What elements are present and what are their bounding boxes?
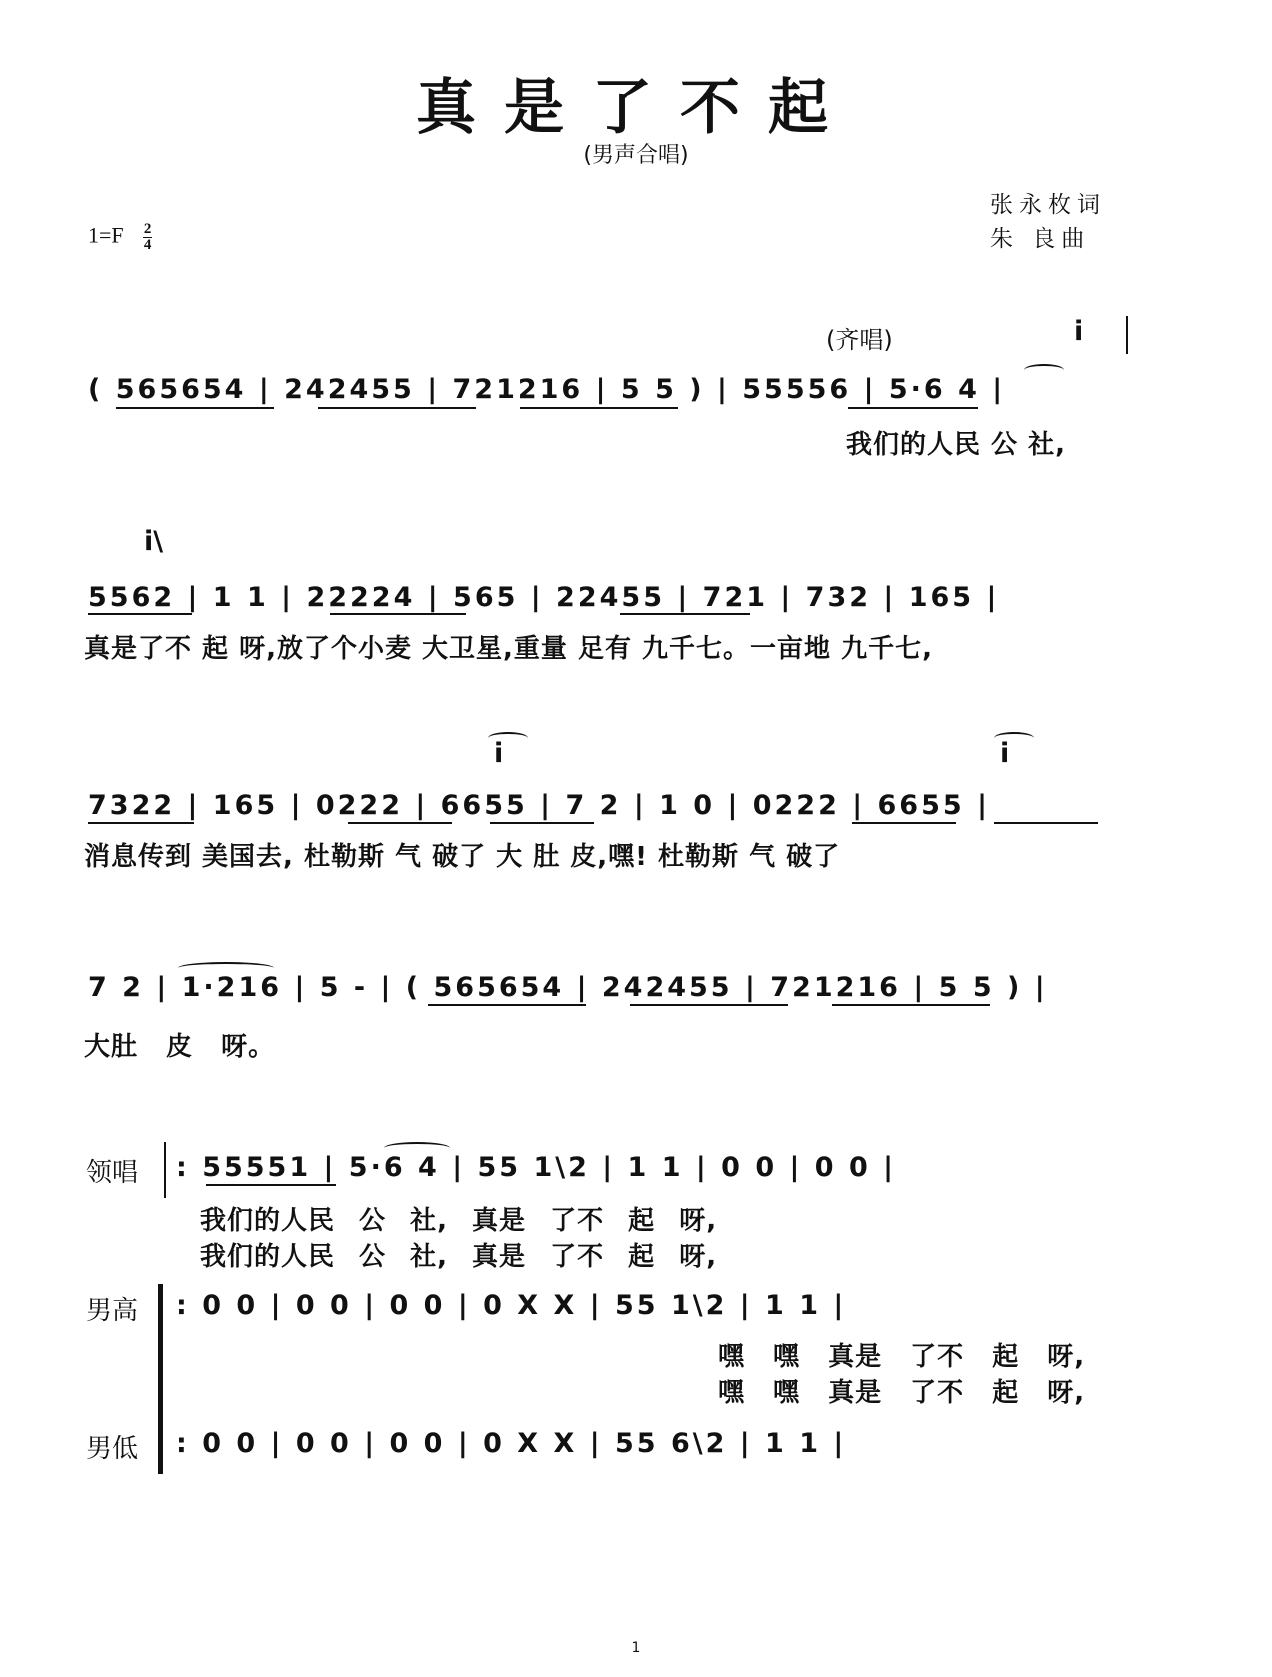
- beam-underline: [848, 407, 978, 409]
- beam-underline: [88, 613, 192, 615]
- key-signature: [88, 222, 152, 253]
- unison-cue: (齐唱): [826, 326, 893, 354]
- composer-credit: 朱 良曲: [990, 226, 1091, 252]
- beam-underline: [620, 613, 750, 615]
- beam-underline: [428, 1004, 586, 1006]
- tenor-lyrics-verse-2: 嘿 嘿 真是 了不 起 呀,: [718, 1378, 1086, 1408]
- slur: [1024, 364, 1064, 376]
- high-note-marker: i: [1074, 316, 1084, 347]
- notation-line-3: 7322 | 165 | 0222 | 6655 | 7 2 | 1 0 | 0222 | 6655 |: [88, 790, 990, 821]
- system-barline: [164, 1142, 166, 1198]
- key-label: 1=F: [88, 222, 124, 248]
- notation-line-1: ( 565654 | 242455 | 721216 | 5 5 ) | 55556 | 5·6 4 |: [88, 374, 1006, 405]
- lyrics-line-4: 大肚 皮 呀。: [84, 1032, 276, 1062]
- lead-notation: : 55551 | 5·6 4 | 55 1\2 | 1 1 | 0 0 | 0 0 |: [176, 1152, 897, 1183]
- lyrics-line-1: 我们的人民 公 社,: [846, 430, 1066, 460]
- notation-line-2: 5562 | 1 1 | 22224 | 565 | 22455 | 721 | 732 | 165 |: [88, 582, 1000, 613]
- notation-line-4: 7 2 | 1·216 | 5 - | ( 565654 | 242455 | 721216 | 5 5 ) |: [88, 972, 1048, 1003]
- time-signature: [143, 222, 152, 253]
- beam-underline: [852, 822, 956, 824]
- beam-underline: [348, 822, 452, 824]
- high-note-marker: i: [1000, 738, 1010, 769]
- lyrics-line-3: 消息传到 美国去, 杜勒斯 气 破了 大 肚 皮,嘿! 杜勒斯 气 破了: [84, 842, 841, 872]
- tenor-lyrics-verse-1: 嘿 嘿 真是 了不 起 呀,: [718, 1342, 1086, 1372]
- bass-part-label: 男低: [86, 1434, 139, 1464]
- song-title: 真是了不起: [416, 73, 856, 143]
- barline: [1126, 316, 1128, 354]
- beam-underline: [630, 1004, 788, 1006]
- tenor-part-label: 男高: [86, 1296, 139, 1326]
- lead-lyrics-verse-2: 我们的人民 公 社, 真是 了不 起 呀,: [200, 1242, 718, 1272]
- time-top: 2: [143, 221, 152, 237]
- beam-underline: [994, 822, 1098, 824]
- lyricist-credit: 张永枚词: [990, 192, 1106, 218]
- high-note-marker: i: [494, 738, 504, 769]
- choir-brace: [158, 1284, 163, 1474]
- lyrics-line-2: 真是了不 起 呀,放了个小麦 大卫星,重量 足有 九千七。一亩地 九千七,: [84, 634, 933, 664]
- beam-underline: [490, 822, 594, 824]
- tenor-notation: : 0 0 | 0 0 | 0 0 | 0 X X | 55 1\2 | 1 1 |: [176, 1290, 847, 1321]
- page-number: 1: [631, 1640, 641, 1656]
- song-subtitle: (男声合唱): [583, 143, 689, 168]
- bass-notation: : 0 0 | 0 0 | 0 0 | 0 X X | 55 6\2 | 1 1 |: [176, 1428, 847, 1459]
- beam-underline: [88, 822, 194, 824]
- beam-underline: [330, 613, 466, 615]
- lead-part-label: 领唱: [86, 1158, 139, 1188]
- beam-underline: [832, 1004, 990, 1006]
- high-note-marker: i\: [144, 526, 164, 557]
- slur: [384, 1142, 450, 1154]
- beam-underline: [206, 1184, 336, 1186]
- lead-lyrics-verse-1: 我们的人民 公 社, 真是 了不 起 呀,: [200, 1206, 718, 1236]
- beam-underline: [520, 407, 678, 409]
- time-bottom: 4: [143, 237, 152, 253]
- beam-underline: [116, 407, 274, 409]
- beam-underline: [318, 407, 476, 409]
